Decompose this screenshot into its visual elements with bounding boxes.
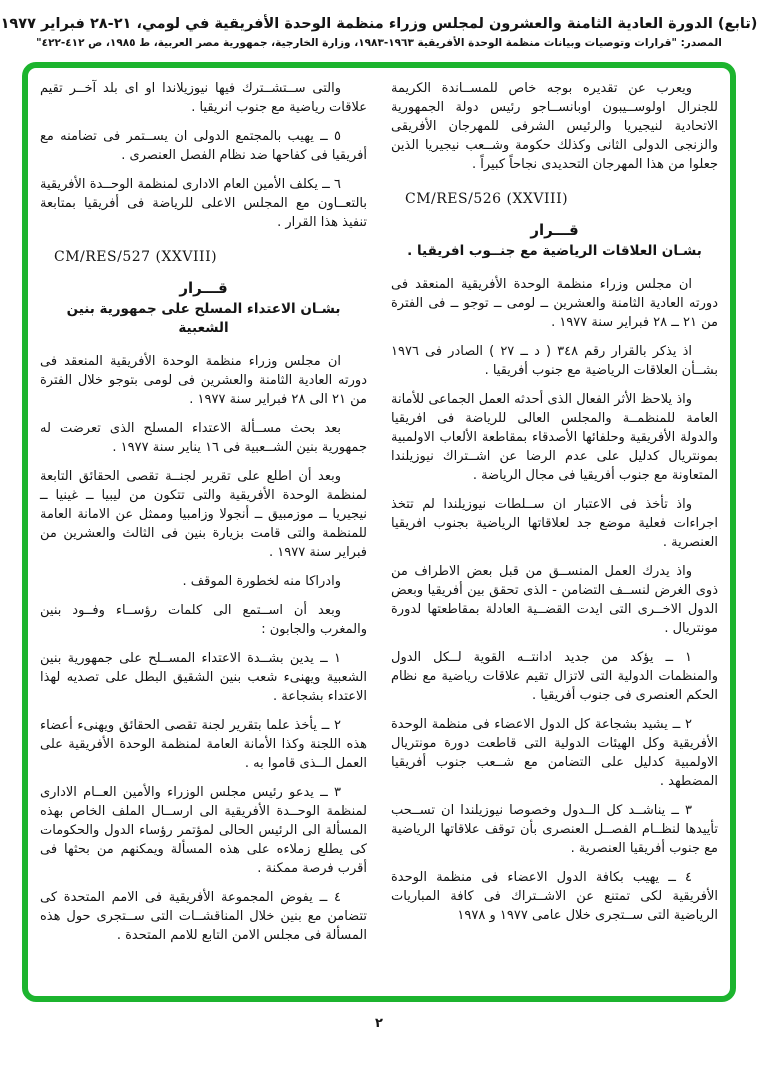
paragraph: وبعد أن اطلع على تقرير لجنــة تقصى الحقائق التابعة لمنظمة الوحدة الأفريقية والتى تتكون من ليبيا ــ غينيا ــ نيجيريا ــ موزمبيق ــ أنجولا وزامبيا وممثل عن الامانة العامة للمنظمة والتى قامت بزيارة بنين فى الثالث والعشرين من فبراير سنة ١٩٧٧ .: [40, 469, 367, 560]
resolution-subject: بشـان الاعتداء المسلح على جمهورية بنين الشعبية: [66, 301, 341, 336]
resolution-title: قـــرار: [530, 221, 579, 239]
paragraph: ٢ ــ يأخذ علما بتقرير لجنة تقصى الحقائق ويهنىء أعضاء هذه اللجنة وكذا الأمانة العامة لمنظمة الوحدة الأفريقية على العمل الــذى قاموا به .: [40, 718, 367, 771]
paragraph: اذ يذكر بالقرار رقم ٣٤٨ ( د ــ ٢٧ ) الصادر فى ١٩٧٦ بشــأن العلاقات الرياضية مع جنوب أفريقيا .: [391, 344, 718, 378]
document-header: [0, 0, 758, 49]
paragraph: والتى ســتشــترك فيها نيوزيلاندا او اى بلد آخــر تقيم علاقات رياضية مع جنوب انريقيا .: [40, 81, 367, 115]
green-border-frame: [22, 62, 736, 1002]
paragraph: ١ ــ يدين بشــدة الاعتداء المســلح على جمهورية بنين الشعبية ويهنىء شعب بنين الشقيق البطل على تصديه لهذا الاعتداء بشجاعة .: [40, 651, 367, 704]
paragraph: ٣ ــ يناشــد كل الــدول وخصوصا نيوزيلندا ان تســحب تأييدها لنظــام الفصــل العنصرى بأن توقف علاقاتها الرياضية مع جنوب أفريقيا العنصرية .: [391, 803, 718, 856]
column-right: [391, 79, 718, 985]
page-number: ٢: [375, 1016, 383, 1031]
resolution-code: CM/RES/526 (XXVIII): [405, 191, 569, 207]
paragraph: ٤ ــ يفوض المجموعة الأفريقية فى الامم المتحدة كى تتضامن مع بنين خلال المناقشــات التى ســتجرى حول هذه المسألة فى مجلس الامن التابع للامم المتحدة .: [40, 890, 367, 943]
resolution-code: CM/RES/527 (XXVIII): [54, 249, 218, 265]
paragraph: ويعرب عن تقديره بوجه خاص للمســاندة الكريمة للجنرال اولوســيبون اوبانســاجو رئيس دولة الجمهورية الاتحادية لنيجيريا والرئيس الشرفى للمهرجان الأفريقى والزنجى الدولى الثانى وكذلك حكومة وشــعب نيجيريا الذين جعلوا من هذا المهرجان التحديدى نجاحاً كبيراً .: [391, 81, 718, 172]
paragraph: ٤ ــ يهيب بكافة الدول الاعضاء فى منظمة الوحدة الأفريقية لكى تمتنع عن الاشــتراك فى كافة المباريات الرياضية التى ســتجرى خلال عامى ١٩٧٧ و ١٩٧٨: [391, 870, 718, 923]
paragraph: ان مجلس وزراء منظمة الوحدة الأفريقية المنعقد فى دورته العادية الثامنة والعشرين فى لومى بتوجو خلال الفترة من ٢١ الى ٢٨ فبراير سنة ١٩٧٧ .: [40, 354, 367, 407]
paragraph: وادراكا منه لخطورة الموقف .: [182, 574, 341, 589]
resolution-subject: بشـان العلاقات الرياضية مع جنــوب افريقيا .: [407, 243, 702, 259]
resolution-title: قـــرار: [179, 279, 228, 297]
paragraph: واذ يلاحظ الأثر الفعال الذى أحدثه العمل الجماعى للأمانة العامة للمنظمــة والمجلس العالى للرياضة فى افريقيا والدولة الأفريقية وحلفائها الأصدقاء بمقاطعة الألعاب الاولمبية بمونتريال كدليل على عدم الرضا عن اشــتراك نيوزيلندا المتعاونة مع جنوب أفريقيا فى مجال الرياضة .: [391, 392, 718, 483]
paragraph: واذ تأخذ فى الاعتبار ان ســلطات نيوزيلندا لم تتخذ اجراءات فعلية موضع جد لعلاقاتها الرياضية بجنوب افريقيا العنصرية .: [391, 497, 718, 550]
column-left: [40, 79, 367, 985]
paragraph: واذ يدرك العمل المنســق من قبل بعض الاطراف من ذوى الغرض لنســف التضامن - الذى تحقق بين أفريقيا وبعض الدول الاخــرى التى ايدت القضــية العادلة بمقاطعتها لدورة مونتريال .: [391, 564, 718, 636]
header-source-line: المصدر: "قرارات وتوصيات وبيانات منظمة الوحدة الأفريقية ١٩٦٣-١٩٨٣، وزارة الخارجية، جمهورية مصر العربية، ط ١٩٨٥، ص ٤١٢-٤٢٢": [36, 37, 722, 49]
paragraph: ٣ ــ يدعو رئيس مجلس الوزراء والأمين العــام الادارى لمنظمة الوحــدة الأفريقية الى ارســال الملف الخاص بهذه المسألة الى الرئيس الحالى لمؤتمر رؤساء الدول والحكومات كى يطلع زملاءه على هذه المسألة ويمكنهم من بحثها فى أقرب فرصة ممكنة .: [40, 785, 367, 876]
paragraph: ٢ ــ يشيد بشجاعة كل الدول الاعضاء فى منظمة الوحدة الأفريقية وكل الهيئات الدولية التى قاطعت دورة مونتريال الاولمبية كدليل على التضامن مع شــعب جنوب أفريقيا المضطهد .: [391, 717, 718, 789]
header-session-title: (تابع) الدورة العادية الثامنة والعشرون لمجلس وزراء منظمة الوحدة الأفريقية في لومي، ٢١-٢٨ فبراير ١٩٧٧: [0, 16, 758, 32]
two-column-text-area: [40, 79, 718, 985]
paragraph: ان مجلس وزراء منظمة الوحدة الأفريقية المنعقد فى دورته العادية الثامنة والعشرين ــ لومى ــ توجو ــ فى الفترة من ٢١ ــ ٢٨ فبراير سنة ١٩٧٧ .: [391, 277, 718, 330]
paragraph: ٥ ــ يهيب بالمجتمع الدولى ان يســتمر فى تضامنه مع أفريقيا فى كفاحها ضد نظام الفصل العنصرى .: [40, 129, 367, 163]
paragraph: بعد بحث مســألة الاعتداء المسلح الذى تعرضت له جمهورية بنين الشــعبية فى ١٦ يناير سنة ١٩٧٧ .: [40, 421, 367, 455]
paragraph: ١ ــ يؤكد من جديد ادانتــه القوية لــكل الدول والمنظمات الدولية التى لاتزال تقيم علاقات رياضية مع نظام الحكم العنصرى فى جنوب أفريقيا .: [391, 650, 718, 703]
paragraph: ٦ ــ يكلف الأمين العام الادارى لمنظمة الوحــدة الأفريقية بالتعــاون مع المجلس الاعلى للرياضة فى أفريقيا بمتابعة تنفيذ هذا القرار .: [40, 177, 367, 230]
paragraph: وبعد أن اســتمع الى كلمات رؤســاء وفــود بنين والمغرب والجابون :: [40, 603, 367, 637]
